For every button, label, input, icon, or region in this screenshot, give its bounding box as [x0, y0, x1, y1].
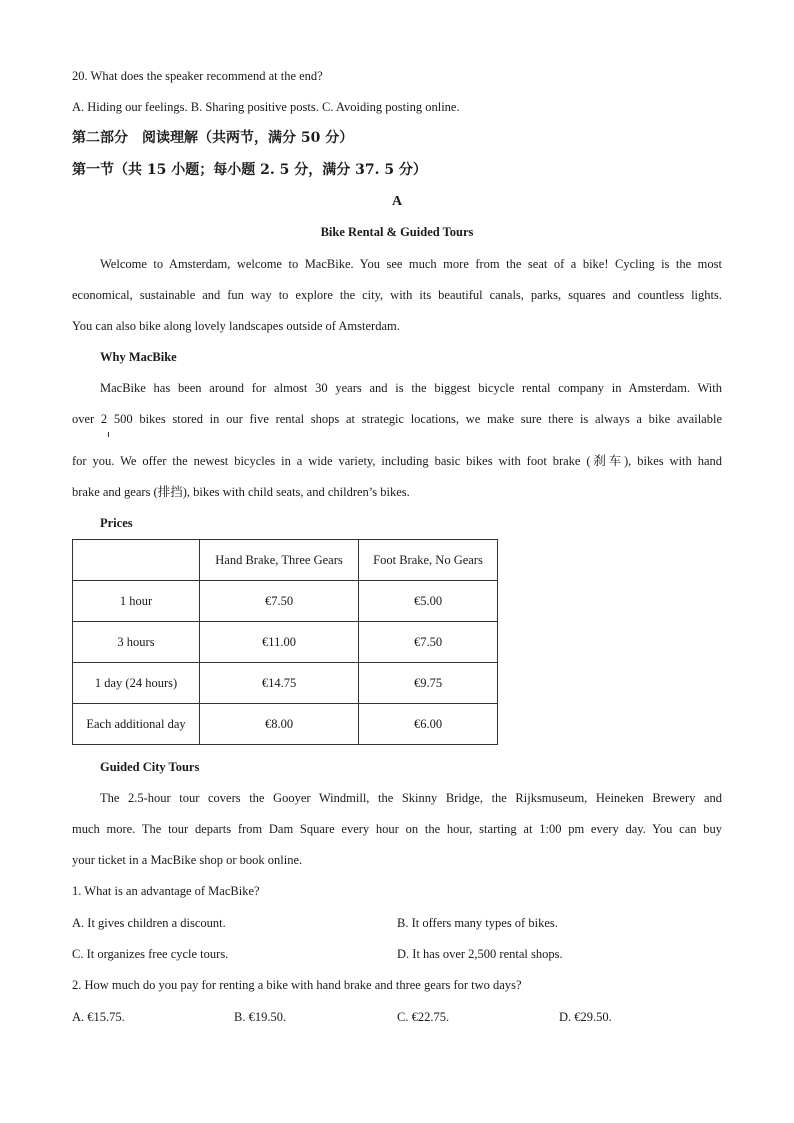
question-1-option-b: B. It offers many types of bikes.	[397, 916, 558, 930]
why-line-2: over 2 500 bikes stored in our five rental shops at strategic locations, we make sure there is always a bike available	[72, 412, 722, 426]
table-cell: €6.00	[359, 704, 498, 745]
why-line-4: brake and gears (排挡), bikes with child seats, and children’s bikes.	[72, 485, 410, 499]
table-header-cell	[73, 540, 200, 581]
table-cell: €8.00	[200, 704, 359, 745]
prices-heading: Prices	[100, 516, 133, 530]
table-header-cell: Hand Brake, Three Gears	[200, 540, 359, 581]
intro-line-1: Welcome to Amsterdam, welcome to MacBike. You see much more from the seat of a bike! Cycling is the most	[100, 257, 722, 271]
question-1-option-d: D. It has over 2,500 rental shops.	[397, 947, 563, 961]
table-cell: €7.50	[200, 581, 359, 622]
passage-letter: A	[391, 194, 403, 209]
question-1-option-c: C. It organizes free cycle tours.	[72, 947, 229, 961]
passage-title: Bike Rental & Guided Tours	[320, 225, 474, 239]
question-1-stem: 1. What is an advantage of MacBike?	[72, 884, 260, 898]
table-row	[73, 704, 498, 745]
stray-mark	[108, 432, 109, 437]
intro-line-2: economical, sustainable and fun way to explore the city, with its beautiful canals, parks, squares and countless lights.	[72, 288, 722, 302]
why-line-3: for you. We offer the newest bicycles in a wide variety, including basic bikes with foot brake (刹车), bikes with hand	[72, 454, 722, 468]
section-1-heading: 第一节（共 15 小题；每小题 2. 5 分，满分 37. 5 分）	[72, 162, 427, 178]
question-2-stem: 2. How much do you pay for renting a bike with hand brake and three gears for two days?	[72, 978, 522, 992]
why-macbike-heading: Why MacBike	[100, 350, 177, 364]
table-cell: 1 hour	[73, 581, 200, 622]
table-cell: 3 hours	[73, 622, 200, 663]
question-1-option-a: A. It gives children a discount.	[72, 916, 226, 930]
question-2-option-c: C. €22.75.	[397, 1010, 450, 1024]
part-2-heading: 第二部分 阅读理解（共两节，满分 50 分）	[72, 130, 354, 146]
why-line-1: MacBike has been around for almost 30 years and is the biggest bicycle rental company in Amsterdam. With	[100, 381, 722, 395]
table-cell: €5.00	[359, 581, 498, 622]
question-2-option-a: A. €15.75.	[72, 1010, 125, 1024]
intro-line-3: You can also bike along lovely landscapes outside of Amsterdam.	[72, 319, 400, 333]
table-header-row	[73, 540, 498, 581]
tours-line-2: much more. The tour departs from Dam Square every hour on the hour, starting at 1:00 pm every day. You can buy	[72, 822, 722, 836]
tours-line-1: The 2.5-hour tour covers the Gooyer Windmill, the Skinny Bridge, the Rijksmuseum, Heineken Brewery and	[100, 791, 722, 805]
question-20-stem: 20. What does the speaker recommend at the end?	[72, 69, 323, 83]
question-2-option-d: D. €29.50.	[559, 1010, 612, 1024]
tours-line-3: your ticket in a MacBike shop or book online.	[72, 853, 303, 867]
guided-tours-heading: Guided City Tours	[100, 760, 200, 774]
question-20-options: A. Hiding our feelings. B. Sharing positive posts. C. Avoiding posting online.	[72, 100, 460, 114]
table-cell: 1 day (24 hours)	[73, 663, 200, 704]
table-row	[73, 581, 498, 622]
table-row	[73, 622, 498, 663]
table-cell: Each additional day	[73, 704, 200, 745]
table-cell: €11.00	[200, 622, 359, 663]
table-cell: €9.75	[359, 663, 498, 704]
prices-table	[72, 539, 498, 745]
table-cell: €14.75	[200, 663, 359, 704]
table-row	[73, 663, 498, 704]
table-cell: €7.50	[359, 622, 498, 663]
question-2-option-b: B. €19.50.	[234, 1010, 287, 1024]
table-header-cell: Foot Brake, No Gears	[359, 540, 498, 581]
